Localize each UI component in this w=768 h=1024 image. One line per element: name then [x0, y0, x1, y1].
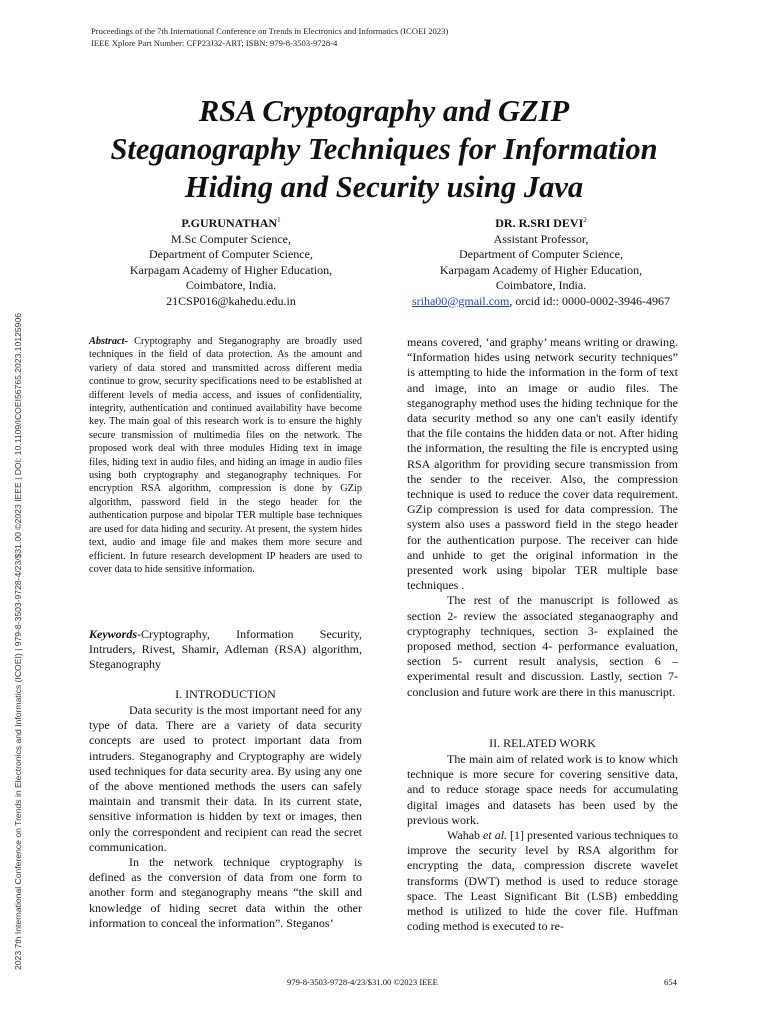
author-name: DR. R.SRI DEVI — [495, 216, 584, 230]
doi-sidebar: 2023 7th International Conference on Trends in Electronics and Informatics (ICOEI) | 979-8-3503-9728-4/23/$31.00 ©2023 IEEE | DOI: 10.1109/ICOEI56765.2023.10125906 — [13, 312, 23, 970]
conference-header — [91, 26, 448, 49]
author-block-1 — [88, 216, 374, 309]
introduction-body — [89, 703, 362, 931]
footer-copyright: 979-8-3503-9728-4/23/$31.00 ©2023 IEEE — [287, 977, 438, 987]
abstract-label: Abstract- — [89, 336, 128, 347]
abstract — [89, 335, 362, 576]
conference-header-line2: IEEE Xplore Part Number: CFP23J32-ART; ISBN: 979-8-3503-9728-4 — [91, 37, 338, 48]
conference-header-line1: Proceedings of the 7th International Conference on Trends in Electronics and Informatics (ICOEI 2023) — [91, 26, 449, 36]
author-affiliation-line: M.Sc Computer Science, — [171, 231, 291, 246]
author-email: 21CSP016@kahedu.edu.in — [166, 293, 296, 308]
paragraph: Data security is the most important need for any type of data. There are a variety of data security concepts are used to protect important data from intruders. Steganography and Cryptography are widely used techniques for data security area. By using any one of the above mentioned methods the users can safely maintain and transmit their data. In its current state, sensitive information is hidden by text or images, then only the correspondent and recipient can read the secret communication. — [89, 703, 362, 854]
author-affiliation-line: Department of Computer Science, — [149, 247, 313, 261]
citation-author: Wahab — [447, 828, 481, 843]
keywords — [89, 627, 362, 673]
citation-etal: et al. — [483, 828, 508, 843]
title-line1: RSA Cryptography and GZIP — [198, 94, 570, 128]
paragraph: The rest of the manuscript is followed as section 2- review the associated steganaography and cryptography techniques, section 3- explained the proposed method, section 4- performance evaluation, section 5- current result analysis, section 6 – experimental result and discussion. Lastly, section 7- conclusion and future work are there in this manuscript. — [407, 593, 678, 699]
paragraph: means covered, ‘and graphy’ means writing or drawing. “Information hides using network security techniques” is attempting to hide the information in the form of text and image, into an image or audio files. The steganography method uses the hiding technique for the data security method so any one can't easily identify that the file contains the hidden data or not. After hiding the information, the resulting the file is encrypted using RSA algorithm for providing secure transmission from the sender to the receiver. Also, the compression technique is used to reduce the cover data requirement. GZip compression is used for data compression. The system also uses a password field in the stego header for the authentication purpose. The receiver can hide and unhide to get the original information in the presented work using bipolar TER multiple base techniques . — [407, 335, 678, 593]
citation-text: [1] presented various techniques to improve the security level by RSA algorithm for encrypting the data, compression discrete wavelet transforms (DWT) method is used to reduce storage space. The Least Significant Bit (LSB) embedding method is utilized to hide the cover file. Huffman coding method is executed to re- — [407, 828, 679, 934]
author-affiliation-line: Assistant Professor, — [493, 231, 589, 246]
title-line2: Steganography Techniques for Information — [110, 132, 658, 166]
author-name: P.GURUNATHAN — [181, 216, 278, 230]
abstract-text: Cryptography and Steganography are broadly used techniques in the field of data protection. As the amount and variety of data stored and transmitted across different media continue to grow, security specifications need to be established at different levels of media access, and issues of confidentiality, integrity, authentication and continued availability have become key. The main goal of this research work is to ensure the highly secure transmission of multimedia files on the network. The proposed work deal with three modules Hiding text in image files, hiding text in audio files, and hiding an image in audio files using both cryptography and steganography techniques. For encryption RSA algorithm, compression is done by GZip algorithm, password field in the stego header for the authentication purpose and bipolar TER multiple base techniques are used for data hiding and security. At present, the system hides text, audio and image file and makes them more secure and efficient. In future research development IP headers are used to cover data to hide sensitive information. — [89, 336, 362, 575]
paragraph — [407, 828, 678, 934]
author-block-2 — [398, 216, 684, 309]
right-column-body — [407, 335, 678, 700]
section-heading-introduction: I. INTRODUCTION — [175, 687, 276, 701]
related-work-body — [407, 752, 678, 934]
author-superscript: 1 — [277, 216, 281, 224]
author-email-link[interactable]: sriha00@gmail.com — [411, 293, 510, 308]
keywords-label: Keywords — [89, 627, 137, 641]
author-affiliation-line: Karpagam Academy of Higher Education, — [439, 262, 643, 277]
keywords-text: -Cryptography, Information Security, Intruders, Rivest, Shamir, Adleman (RSA) algorithm, Steganography — [89, 627, 362, 672]
author-affiliation-line: Coimbatore, India. — [495, 278, 587, 292]
title-line3: Hiding and Security using Java — [184, 170, 584, 204]
paragraph: In the network technique cryptography is defined as the conversion of data from one form to another form and steganography means “the skill and knowledge of hiding secret data within the other information to conceal the information”. Steganos’ — [89, 855, 362, 930]
author-affiliation-line: Department of Computer Science, — [459, 247, 623, 261]
paper-title — [60, 92, 708, 206]
author-orcid: , orcid id:: 0000-0002-3946-4967 — [509, 293, 671, 308]
author-superscript: 2 — [583, 216, 587, 224]
page-number: 654 — [664, 977, 677, 987]
author-affiliation-line: Karpagam Academy of Higher Education, — [129, 262, 333, 277]
author-affiliation-line: Coimbatore, India. — [185, 278, 277, 292]
paragraph: The main aim of related work is to know which technique is more secure for covering sensitive data, and to reduce storage space needs for accumulating digital images and datasets has been used by the previous work. — [407, 752, 678, 827]
section-heading-related-work: II. RELATED WORK — [489, 736, 596, 750]
